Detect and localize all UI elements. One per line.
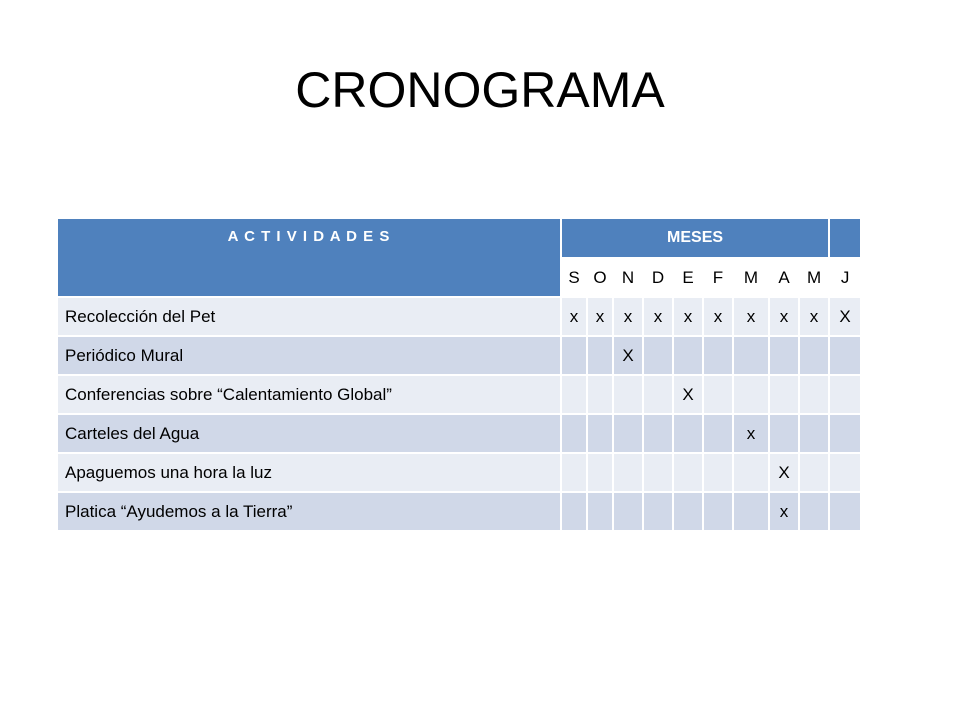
mark-cell: [673, 336, 703, 375]
mark-cell: [703, 453, 733, 492]
month-cell: O: [587, 258, 613, 297]
activity-cell: Apaguemos una hora la luz: [57, 453, 561, 492]
mark-cell: [703, 336, 733, 375]
mark-cell: [829, 375, 861, 414]
mark-cell: [587, 375, 613, 414]
mark-cell: [799, 336, 829, 375]
mark-cell: x: [613, 297, 643, 336]
mark-cell: [769, 375, 799, 414]
mark-cell: [769, 336, 799, 375]
mark-cell: [613, 375, 643, 414]
mark-cell: x: [673, 297, 703, 336]
mark-cell: [703, 492, 733, 531]
mark-cell: [561, 336, 587, 375]
month-cell: F: [703, 258, 733, 297]
month-cell: M: [799, 258, 829, 297]
month-cell: J: [829, 258, 861, 297]
mark-cell: x: [643, 297, 673, 336]
mark-cell: [703, 414, 733, 453]
mark-cell: [613, 414, 643, 453]
table-row: [57, 414, 861, 453]
mark-cell: [561, 453, 587, 492]
mark-cell: [673, 414, 703, 453]
mark-cell: [829, 414, 861, 453]
mark-cell: [733, 336, 769, 375]
mark-cell: [613, 453, 643, 492]
mark-cell: [643, 453, 673, 492]
table-row: [57, 492, 861, 531]
table-row: [57, 375, 861, 414]
mark-cell: x: [799, 297, 829, 336]
mark-cell: [733, 492, 769, 531]
month-cell: E: [673, 258, 703, 297]
table-row: [57, 297, 861, 336]
mark-cell: [829, 453, 861, 492]
mark-cell: X: [613, 336, 643, 375]
mark-cell: [799, 414, 829, 453]
mark-cell: [829, 492, 861, 531]
mark-cell: x: [703, 297, 733, 336]
mark-cell: [587, 336, 613, 375]
mark-cell: [733, 453, 769, 492]
mark-cell: x: [733, 414, 769, 453]
mark-cell: x: [561, 297, 587, 336]
month-cell: A: [769, 258, 799, 297]
month-cell: N: [613, 258, 643, 297]
mark-cell: [829, 336, 861, 375]
activity-cell: Recolección del Pet: [57, 297, 561, 336]
mark-cell: [587, 414, 613, 453]
mark-cell: X: [829, 297, 861, 336]
mark-cell: [799, 492, 829, 531]
mark-cell: x: [733, 297, 769, 336]
schedule-table: [56, 217, 862, 532]
mark-cell: x: [769, 492, 799, 531]
month-cell: S: [561, 258, 587, 297]
mark-cell: [587, 492, 613, 531]
header-row: [57, 218, 861, 258]
mark-cell: [643, 336, 673, 375]
mark-cell: [643, 492, 673, 531]
mark-cell: [769, 414, 799, 453]
activity-cell: Carteles del Agua: [57, 414, 561, 453]
months-header: MESES: [561, 218, 829, 258]
mark-cell: X: [673, 375, 703, 414]
mark-cell: [673, 492, 703, 531]
mark-cell: [561, 492, 587, 531]
table-row: [57, 453, 861, 492]
mark-cell: [703, 375, 733, 414]
activity-cell: Periódico Mural: [57, 336, 561, 375]
mark-cell: x: [769, 297, 799, 336]
page-title: CRONOGRAMA: [295, 62, 665, 118]
mark-cell: [587, 453, 613, 492]
mark-cell: [613, 492, 643, 531]
month-cell: M: [733, 258, 769, 297]
mark-cell: [561, 414, 587, 453]
mark-cell: [643, 375, 673, 414]
mark-cell: [799, 375, 829, 414]
activities-header: A C T I V I D A D E S: [57, 218, 561, 297]
activity-cell: Conferencias sobre “Calentamiento Global”: [57, 375, 561, 414]
mark-cell: x: [587, 297, 613, 336]
months-header-extra: [829, 218, 861, 258]
mark-cell: [673, 453, 703, 492]
mark-cell: [733, 375, 769, 414]
month-cell: D: [643, 258, 673, 297]
activity-cell: Platica “Ayudemos a la Tierra”: [57, 492, 561, 531]
mark-cell: X: [769, 453, 799, 492]
mark-cell: [643, 414, 673, 453]
mark-cell: [561, 375, 587, 414]
table-row: [57, 336, 861, 375]
mark-cell: [799, 453, 829, 492]
